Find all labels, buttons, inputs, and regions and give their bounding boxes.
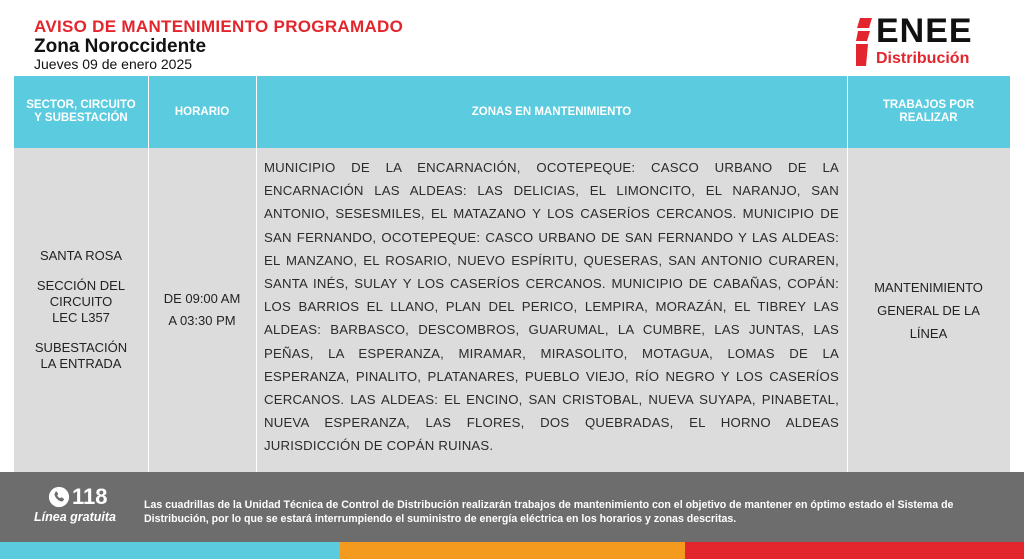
cell-zonas: MUNICIPIO DE LA ENCARNACIÓN, OCOTEPEQUE: CASCO URBANO DE LA ENCARNACIÓN LAS ALDEAS: LAS DELICIAS, EL LIMONCITO, EL NARANJO, SAN ANTONIO, SESESMILES, EL MATAZANO Y LOS CASERÍOS CERCANOS. MUNICIPIO DE SAN FERNANDO, OCOTEPEQUE: CASCO URBANO DE SAN FERNANDO Y LAS ALDEAS: EL MANZANO, EL ROSARIO, NUEVO ESPÍRITU, QUESERAS, SAN ANTONIO CURAREN, SANTA INÉS, SULAY Y LOS CASERÍOS CERCANOS. MUNICIPIO DE CABAÑAS, COPÁN: LOS BARRIOS EL LLANO, PLAN DEL PERICO, LEMPIRA, MORAZÁN, EL TIBREY LAS ALDEAS: BARBASCO, DESCOMBROS, GUARUMAL, LA CUMBRE, LAS JUNTAS, LAS PEÑAS, LA ESPERANZA, MIRAMAR, MIRASOLITO, MOTAGUA, LOMAS DE LA ESPERANZA, PINALITO, PLATANARES, PUEBLO VIEJO, RÍO NEGRO Y LOS CASERÍOS CERCANOS. LAS ALDEAS: EL ENCINO, SAN CRISTOBAL, NUEVA SUYAPA, PINABETAL, NUEVA ESPERANZA, LAS FLORES, DOS QUEBRADAS, EL HORNO ALDEAS JURISDICCIÓN DE COPÁN RUINAS.	[264, 160, 839, 454]
circuit-code: LEC L357	[52, 310, 110, 325]
enee-logo-mark-icon	[856, 18, 872, 66]
header-horario: HORARIO	[174, 105, 230, 118]
table-row	[14, 148, 1010, 472]
stripe-cyan	[0, 542, 340, 559]
stripe-orange	[340, 542, 685, 559]
footer-bar	[0, 472, 1024, 542]
logo-sub-text: Distribución	[876, 50, 970, 67]
maintenance-table	[14, 76, 1010, 472]
circuit-label: SECCIÓN DEL CIRCUITO	[36, 278, 126, 309]
header-zonas: ZONAS EN MANTENIMIENTO	[471, 105, 632, 118]
zone-name: Zona Noroccidente	[34, 36, 207, 57]
notice-title: AVISO DE MANTENIMIENTO PROGRAMADO	[34, 17, 404, 36]
substation-name: LA ENTRADA	[40, 356, 122, 371]
cell-sector	[14, 148, 148, 472]
logo-brand-text: ENEE	[876, 12, 973, 50]
phone-icon	[48, 486, 70, 508]
time-end: A 03:30 PM	[168, 313, 236, 328]
footer-notice-text: Las cuadrillas de la Unidad Técnica de Control de Distribución realizarán trabajos de mantenimiento con el objetivo de mantener en óptimo estado el Sistema de Distribución, por lo que se estará interrumpiendo el suministro de energía eléctrica en los horarios y zonas descritas.	[144, 499, 954, 525]
table-header-row	[14, 76, 1010, 148]
substation-info	[35, 340, 127, 372]
column-divider	[847, 76, 848, 472]
header-trabajos: TRABAJOS POR REALIZAR	[882, 99, 975, 124]
cell-trabajos: MANTENIMIENTO GENERAL DE LA LÍNEA	[874, 279, 983, 341]
column-divider	[256, 76, 257, 472]
cell-horario	[148, 148, 256, 472]
hotline-label: Línea gratuita	[34, 510, 116, 524]
header-sector: SECTOR, CIRCUITO Y SUBESTACIÓN	[26, 99, 136, 124]
stripe-red	[685, 542, 1024, 559]
notice-header	[0, 0, 1024, 76]
brand-stripes	[0, 542, 1024, 559]
notice-date: Jueves 09 de enero 2025	[34, 56, 193, 72]
hotline-number: 118	[72, 484, 108, 509]
enee-logo	[856, 12, 1006, 70]
substation-label: SUBESTACIÓN	[34, 340, 128, 355]
column-divider	[148, 76, 149, 472]
hotline	[34, 484, 134, 528]
time-start: DE 09:00 AM	[163, 291, 241, 306]
circuit-info	[14, 278, 148, 326]
sector-name: SANTA ROSA	[39, 248, 123, 263]
